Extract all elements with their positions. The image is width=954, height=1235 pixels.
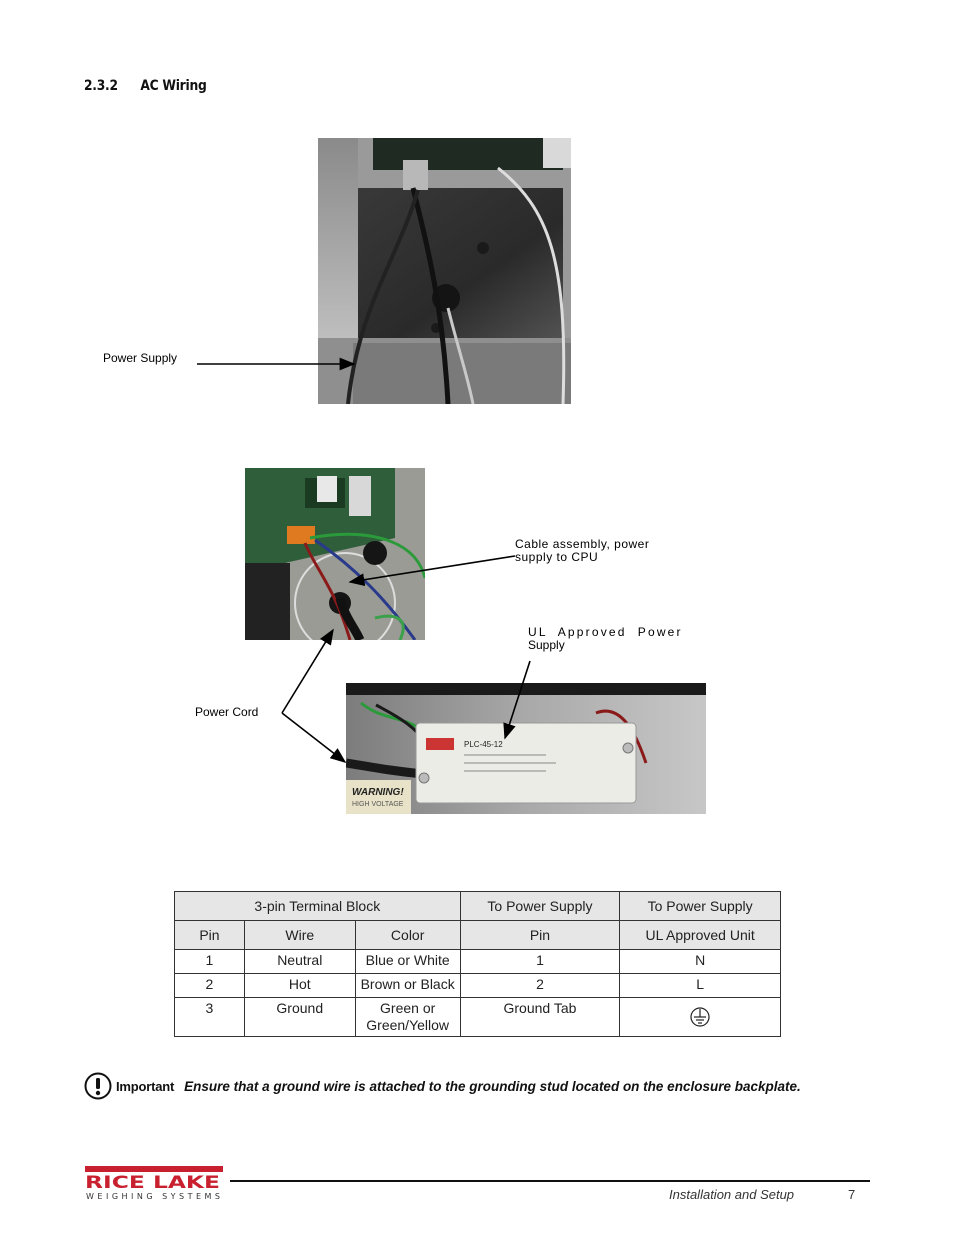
- table-sub-header-row: [175, 921, 781, 950]
- table-group-header-row: [175, 892, 781, 921]
- important-note: [84, 1072, 801, 1100]
- cell-supply-pin: Ground Tab: [460, 998, 620, 1037]
- header-wire: Wire: [244, 921, 355, 950]
- cell-supply-pin: 1: [460, 950, 620, 974]
- warning-label: WARNING!: [352, 787, 404, 798]
- exclamation-icon: [84, 1072, 112, 1100]
- header-color: Color: [355, 921, 460, 950]
- footer-rule: [230, 1180, 870, 1182]
- callout-cable-assembly-line1: Cable assembly, power: [515, 537, 650, 551]
- important-label: Important: [116, 1078, 175, 1094]
- table-row: [175, 950, 781, 974]
- cell-wire: Hot: [244, 974, 355, 998]
- psu-model-label: PLC-45-12: [464, 740, 503, 749]
- cell-pin: 1: [175, 950, 245, 974]
- cell-color: Brown or Black: [355, 974, 460, 998]
- header-supply-pin: Pin: [460, 921, 620, 950]
- logo-main-text: RICE LAKE: [85, 1173, 220, 1193]
- cell-wire: Ground: [244, 998, 355, 1037]
- header-ul-approved-unit: UL Approved Unit: [620, 921, 781, 950]
- cell-pin: 2: [175, 974, 245, 998]
- cell-pin: 3: [175, 998, 245, 1037]
- cell-ul-unit: L: [620, 974, 781, 998]
- cell-ul-unit: N: [620, 950, 781, 974]
- callout-ul-approved-line2: Supply: [528, 638, 565, 652]
- cell-color: Green or Green/Yellow: [355, 998, 460, 1037]
- callout-cable-assembly-line2: supply to CPU: [515, 550, 599, 564]
- table-row: [175, 974, 781, 998]
- callout-ul-approved: [528, 626, 683, 652]
- callout-power-cord: Power Cord: [195, 705, 259, 719]
- high-voltage-label: HIGH VOLTAGE: [352, 801, 404, 808]
- cell-color: Blue or White: [355, 950, 460, 974]
- callout-cable-assembly: [515, 538, 649, 564]
- callout-power-supply: Power Supply: [103, 351, 178, 365]
- important-text: Ensure that a ground wire is attached to the grounding stud located on the enclosure backplate.: [184, 1078, 801, 1094]
- table-row: [175, 998, 781, 1037]
- ground-symbol-icon: [689, 1006, 711, 1028]
- footer-section: Installation and Setup: [669, 1187, 795, 1202]
- rice-lake-logo: [85, 1166, 223, 1202]
- callout-ul-approved-line1: UL Approved Power: [528, 625, 683, 639]
- wiring-table: [174, 891, 781, 1037]
- section-title: AC Wiring: [140, 78, 207, 94]
- page-number: 7: [848, 1187, 856, 1202]
- header-to-power-supply: To Power Supply: [460, 892, 620, 921]
- section-number: 2.3.2: [84, 78, 118, 94]
- header-to-power-supply-ul: To Power Supply: [620, 892, 781, 921]
- cell-ul-unit: [620, 998, 781, 1037]
- cell-supply-pin: 2: [460, 974, 620, 998]
- logo-sub-text: WEIGHING SYSTEMS: [86, 1192, 220, 1201]
- cell-wire: Neutral: [244, 950, 355, 974]
- header-pin: Pin: [175, 921, 245, 950]
- header-terminal-block: 3-pin Terminal Block: [175, 892, 461, 921]
